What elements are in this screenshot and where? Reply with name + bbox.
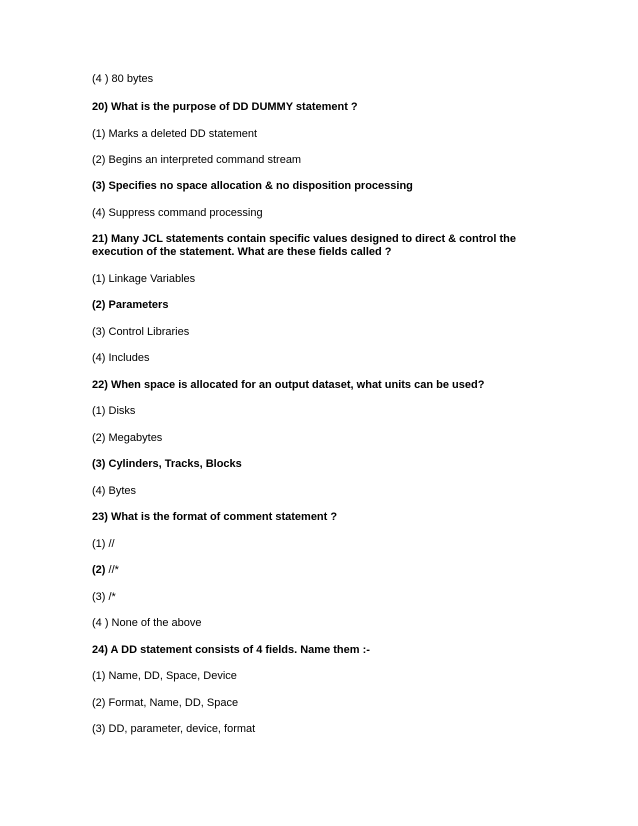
option-line: (2) Begins an interpreted command stream xyxy=(92,154,302,166)
option-line: (4) Suppress command processing xyxy=(92,207,263,219)
option-line: (1) // xyxy=(92,538,115,550)
option-line: (1) Marks a deleted DD statement xyxy=(92,128,258,140)
option-line: (1) Linkage Variables xyxy=(92,273,196,285)
option-line: (4 ) 80 bytes xyxy=(92,73,154,85)
option-line: (1) Name, DD, Space, Device xyxy=(92,670,237,682)
answer-line: (2) Parameters xyxy=(92,299,169,311)
answer-line: (3) Specifies no space allocation & no disposition processing xyxy=(92,180,413,192)
answer-prefix: (2) xyxy=(92,564,106,576)
option-line: (1) Disks xyxy=(92,405,136,417)
option-line: (4) Includes xyxy=(92,352,150,364)
option-text: //* xyxy=(108,564,119,576)
option-line: (3) /* xyxy=(92,591,116,603)
question-21: 21) Many JCL statements contain specific values designed to direct & control the execution of the statement. What are these fields called ? xyxy=(92,233,517,258)
answer-line: (3) Cylinders, Tracks, Blocks xyxy=(92,458,242,470)
option-line: (2) Format, Name, DD, Space xyxy=(92,697,239,709)
question-24: 24) A DD statement consists of 4 fields. Name them :- xyxy=(92,644,370,656)
question-22: 22) When space is allocated for an output dataset, what units can be used? xyxy=(92,379,485,391)
option-line: (2) Megabytes xyxy=(92,432,163,444)
option-line: (3) DD, parameter, device, format xyxy=(92,723,256,735)
option-line xyxy=(92,564,562,577)
option-line: (3) Control Libraries xyxy=(92,326,190,338)
question-23: 23) What is the format of comment statement ? xyxy=(92,511,338,523)
option-line: (4 ) None of the above xyxy=(92,617,202,629)
question-20: 20) What is the purpose of DD DUMMY statement ? xyxy=(92,101,358,113)
option-line: (4) Bytes xyxy=(92,485,137,497)
